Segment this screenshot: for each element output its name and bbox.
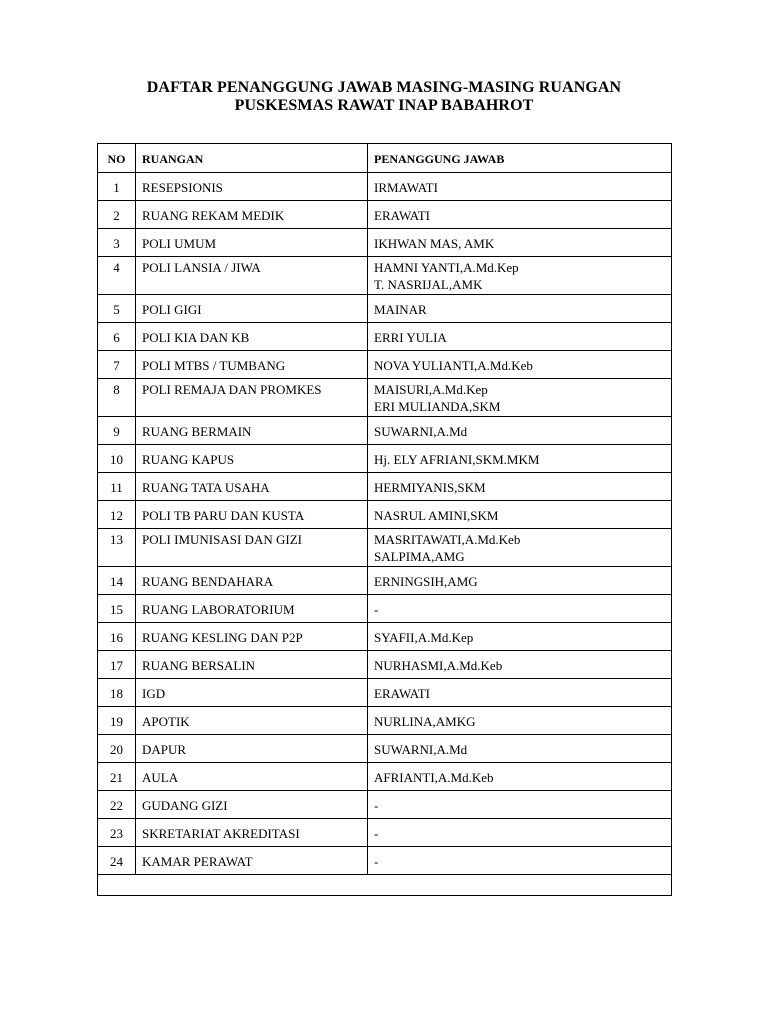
person-in-charge-name: IRMAWATI	[374, 180, 438, 195]
person-in-charge-name: NASRUL AMINI,SKM	[374, 508, 499, 523]
row-person-in-charge	[368, 763, 672, 791]
row-room: SKRETARIAT AKREDITASI	[136, 819, 368, 847]
row-person-in-charge	[368, 201, 672, 229]
table-row	[98, 323, 672, 351]
table-row	[98, 173, 672, 201]
row-person-in-charge	[368, 473, 672, 501]
row-number: 15	[98, 595, 136, 623]
row-number: 8	[98, 379, 136, 417]
row-room: POLI MTBS / TUMBANG	[136, 351, 368, 379]
person-in-charge-name: IKHWAN MAS, AMK	[374, 236, 495, 251]
row-room: RESEPSIONIS	[136, 173, 368, 201]
person-in-charge-name: ERNINGSIH,AMG	[374, 574, 478, 589]
row-number: 16	[98, 623, 136, 651]
row-room: POLI UMUM	[136, 229, 368, 257]
table-row	[98, 763, 672, 791]
header-pic: PENANGGUNG JAWAB	[368, 144, 672, 173]
row-person-in-charge	[368, 229, 672, 257]
person-in-charge-name: -	[374, 854, 379, 869]
row-number: 23	[98, 819, 136, 847]
row-room: DAPUR	[136, 735, 368, 763]
table-row	[98, 229, 672, 257]
row-number: 13	[98, 529, 136, 567]
row-number: 12	[98, 501, 136, 529]
table-row	[98, 417, 672, 445]
row-number: 19	[98, 707, 136, 735]
row-number: 21	[98, 763, 136, 791]
row-room: RUANG BERSALIN	[136, 651, 368, 679]
row-person-in-charge	[368, 501, 672, 529]
row-number: 11	[98, 473, 136, 501]
row-person-in-charge	[368, 595, 672, 623]
row-room: RUANG KAPUS	[136, 445, 368, 473]
row-room: POLI TB PARU DAN KUSTA	[136, 501, 368, 529]
table-row	[98, 257, 672, 295]
person-in-charge-name: SYAFII,A.Md.Kep	[374, 630, 474, 645]
person-in-charge-name: NOVA YULIANTI,A.Md.Keb	[374, 358, 533, 373]
row-number: 18	[98, 679, 136, 707]
row-room: RUANG REKAM MEDIK	[136, 201, 368, 229]
person-in-charge-name: MAINAR	[374, 302, 427, 317]
row-person-in-charge	[368, 847, 672, 875]
header-no: NO	[98, 144, 136, 173]
person-in-charge-name: -	[374, 602, 379, 617]
row-room: AULA	[136, 763, 368, 791]
table-row	[98, 295, 672, 323]
table-row	[98, 847, 672, 875]
row-person-in-charge	[368, 417, 672, 445]
table-row	[98, 623, 672, 651]
row-person-in-charge	[368, 379, 672, 417]
row-person-in-charge	[368, 707, 672, 735]
document-title	[0, 79, 768, 115]
person-in-charge-name: -	[374, 798, 379, 813]
person-in-charge-name: ERAWATI	[374, 686, 431, 701]
person-in-charge-name: AFRIANTI,A.Md.Keb	[374, 770, 494, 785]
table-row	[98, 445, 672, 473]
row-person-in-charge	[368, 679, 672, 707]
person-in-charge-name: ERAWATI	[374, 208, 431, 223]
table-empty-row	[98, 875, 672, 896]
table-row	[98, 735, 672, 763]
row-person-in-charge	[368, 351, 672, 379]
person-in-charge-name: NURHASMI,A.Md.Keb	[374, 658, 503, 673]
table-row	[98, 679, 672, 707]
row-room: RUANG TATA USAHA	[136, 473, 368, 501]
row-person-in-charge	[368, 529, 672, 567]
row-number: 4	[98, 257, 136, 295]
row-room: RUANG LABORATORIUM	[136, 595, 368, 623]
person-in-charge-name: Hj. ELY AFRIANI,SKM.MKM	[374, 452, 540, 467]
row-person-in-charge	[368, 735, 672, 763]
table-row	[98, 379, 672, 417]
row-person-in-charge	[368, 651, 672, 679]
person-in-charge-name: SUWARNI,A.Md	[374, 742, 468, 757]
row-room: RUANG BERMAIN	[136, 417, 368, 445]
row-person-in-charge	[368, 173, 672, 201]
person-in-charge-name: T. NASRIJAL,AMK	[374, 277, 483, 292]
row-number: 6	[98, 323, 136, 351]
table-row	[98, 201, 672, 229]
person-in-charge-name: ERRI YULIA	[374, 330, 447, 345]
row-person-in-charge	[368, 445, 672, 473]
person-in-charge-name: SUWARNI,A.Md	[374, 424, 468, 439]
row-person-in-charge	[368, 567, 672, 595]
row-person-in-charge	[368, 323, 672, 351]
row-person-in-charge	[368, 819, 672, 847]
row-person-in-charge	[368, 295, 672, 323]
row-room: RUANG KESLING DAN P2P	[136, 623, 368, 651]
table-row	[98, 819, 672, 847]
row-number: 9	[98, 417, 136, 445]
person-in-charge-name: SALPIMA,AMG	[374, 549, 465, 564]
row-room: POLI IMUNISASI DAN GIZI	[136, 529, 368, 567]
table-row	[98, 501, 672, 529]
person-in-charge-name: HERMIYANIS,SKM	[374, 480, 486, 495]
table-row	[98, 595, 672, 623]
person-in-charge-name: ERI MULIANDA,SKM	[374, 399, 501, 414]
row-number: 22	[98, 791, 136, 819]
row-number: 1	[98, 173, 136, 201]
row-room: KAMAR PERAWAT	[136, 847, 368, 875]
row-number: 24	[98, 847, 136, 875]
row-room: POLI LANSIA / JIWA	[136, 257, 368, 295]
table-row	[98, 473, 672, 501]
row-room: APOTIK	[136, 707, 368, 735]
row-number: 20	[98, 735, 136, 763]
row-number: 17	[98, 651, 136, 679]
row-number: 7	[98, 351, 136, 379]
row-person-in-charge	[368, 257, 672, 295]
header-room: RUANGAN	[136, 144, 368, 173]
person-in-charge-name: HAMNI YANTI,A.Md.Kep	[374, 260, 519, 275]
empty-cell	[98, 875, 672, 896]
row-room: IGD	[136, 679, 368, 707]
row-number: 14	[98, 567, 136, 595]
table-row	[98, 651, 672, 679]
person-in-charge-name: NURLINA,AMKG	[374, 714, 476, 729]
row-person-in-charge	[368, 791, 672, 819]
table-row	[98, 351, 672, 379]
table-row	[98, 707, 672, 735]
person-in-charge-name: -	[374, 826, 379, 841]
responsibility-table	[97, 143, 672, 896]
table-header-row	[98, 144, 672, 173]
title-line-2: PUSKESMAS RAWAT INAP BABAHROT	[234, 97, 534, 114]
table-body	[98, 144, 672, 896]
row-number: 2	[98, 201, 136, 229]
table-row	[98, 529, 672, 567]
row-person-in-charge	[368, 623, 672, 651]
row-number: 3	[98, 229, 136, 257]
row-room: POLI GIGI	[136, 295, 368, 323]
person-in-charge-name: MAISURI,A.Md.Kep	[374, 382, 488, 397]
row-room: RUANG BENDAHARA	[136, 567, 368, 595]
person-in-charge-name: MASRITAWATI,A.Md.Keb	[374, 532, 521, 547]
table-row	[98, 567, 672, 595]
row-room: POLI REMAJA DAN PROMKES	[136, 379, 368, 417]
table-row	[98, 791, 672, 819]
title-line-1: DAFTAR PENANGGUNG JAWAB MASING-MASING RUANGAN	[146, 79, 622, 96]
row-room: POLI KIA DAN KB	[136, 323, 368, 351]
row-number: 5	[98, 295, 136, 323]
row-room: GUDANG GIZI	[136, 791, 368, 819]
row-number: 10	[98, 445, 136, 473]
